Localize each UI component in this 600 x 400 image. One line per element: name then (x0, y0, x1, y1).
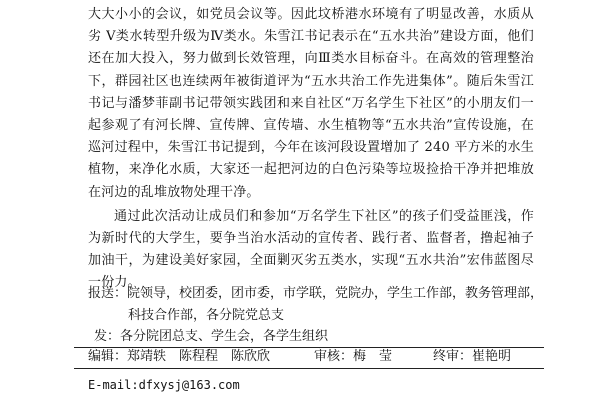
paragraph-1: 大大小小的会议，如党员会议等。因此坟桥港水环境有了明显改善，水质从劣 Ⅴ类水转型升级为Ⅳ类水。朱雪江书记表示在“五水共治”建设方面，他们还在加大投入，努力做到长效管理，向Ⅲ类水目标奋斗。在高效的管理整治下，群园社区也连续两年被街道评为“五水共治工作先进集体”。随后朱雪江书记与潘梦菲副书记带领实践团和来自社区“万名学生下社区”的小朋友们一起参观了有河长牌、宣传牌、宣传墙、水生植物等“五水共治”宣传设施，在巡河过程中，朱雪江书记提到，今年在该河段设置增加了 240 平方米的水生植物，来净化水质，大家还一起把河边的白色污染等垃圾捡拾干净并把堆放在河边的乱堆放物处理干净。 (88, 7, 534, 200)
body-text (88, 4, 534, 295)
send-to-label: 发： (94, 329, 121, 344)
editors-credit (88, 348, 270, 366)
report-to-line-1 (88, 285, 543, 303)
report-to-line-2 (128, 307, 284, 325)
editors-label: 编辑： (88, 349, 128, 364)
reviewer-label: 审核： (314, 349, 354, 364)
report-to-recipients-2: 科技合作部，各分院党总支 (128, 308, 285, 323)
divider-bottom (74, 368, 544, 369)
editors-names: 郑靖轶 陈程程 陈欣欣 (127, 349, 271, 364)
send-to-recipients: 各分院团总支、学生会，各学生组织 (120, 329, 329, 344)
final-review-credit (433, 348, 511, 366)
final-review-name: 崔艳明 (472, 349, 512, 364)
send-to-line (94, 328, 328, 346)
report-to-recipients-1: 院领导，校团委，团市委，市学联，党院办，学生工作部，教务管理部， (127, 286, 544, 301)
final-review-label: 终审： (433, 349, 473, 364)
reviewer-credit (314, 348, 392, 366)
paragraph-2: 通过此次活动让成员们和参加“万名学生下社区”的孩子们受益匪浅，作为新时代的大学生，要争当治水活动的宣传者、践行者、监督者，撸起袖子加油干，为建设美好家园，全面剿灭劣五类水，实现“五水共治”宏伟蓝图尽一份力。 (88, 208, 534, 291)
reviewer-name: 梅 莹 (353, 349, 393, 364)
report-to-label: 报送： (88, 286, 128, 301)
contact-email: E-mail:dfxysj@163.com (88, 378, 240, 392)
